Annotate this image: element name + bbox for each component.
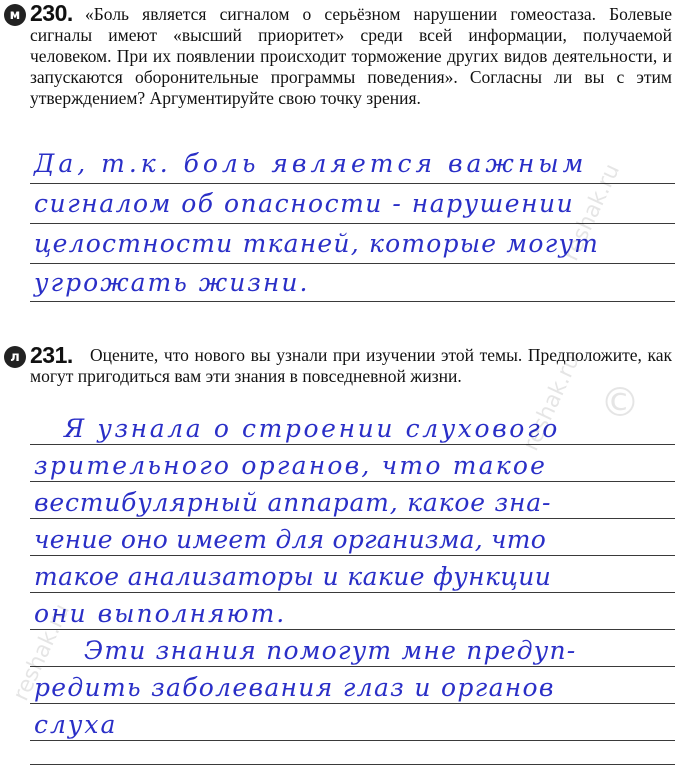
handwritten-answer-line: зрительного органов, что такое	[34, 451, 548, 480]
handwritten-answer-line: Да, т.к. боль является важным	[34, 149, 588, 178]
answer-rule	[30, 223, 675, 224]
answer-rule	[30, 764, 675, 765]
handwritten-answer-line: редить заболевания глаз и органов	[34, 673, 555, 702]
watermark-copyright-icon: ©	[600, 380, 640, 426]
task-question: «Боль является сигналом о серьёзном нарушении гомеостаза. Болевые сигналы имеют «высший приоритет» среди всей информации, получаемой человеком. При их появлении происходит торможение других видов деятельности, и запускаются оборонительные программы поведения». Согласны ли вы с этим утверждением? Аргументируйте свою точку зрения.	[30, 4, 672, 108]
task-question: Оцените, что нового вы узнали при изучении этой темы. Предположите, как могут пригодиться вам эти знания в повседневной жизни.	[30, 345, 672, 386]
answer-rule	[30, 444, 675, 445]
handwritten-answer-line: слуха	[34, 710, 118, 739]
answer-area	[30, 408, 675, 766]
handwritten-answer-line: Эти знания помогут мне предуп-	[84, 636, 577, 665]
answer-rule	[30, 592, 675, 593]
handwritten-answer-line: угрожать жизни.	[34, 268, 310, 297]
answer-rule	[30, 301, 675, 302]
answer-rule	[30, 263, 675, 264]
answer-area	[30, 135, 675, 320]
task-number: 230.	[30, 0, 73, 26]
handwritten-answer-line: Я узнала о строении слухового	[64, 414, 560, 443]
answer-rule	[30, 629, 675, 630]
watermark: reshak.ru	[518, 350, 586, 455]
task-number: 231.	[30, 342, 73, 368]
answer-rule	[30, 666, 675, 667]
answer-rule	[30, 481, 675, 482]
watermark: reshak.ru	[558, 160, 626, 265]
handwritten-answer-line: чение оно имеет для организма, что	[34, 525, 546, 554]
answer-rule	[30, 555, 675, 556]
answer-rule	[30, 740, 675, 741]
handwritten-answer-line: целостности тканей, которые могут	[34, 229, 600, 258]
handwritten-answer-line: такое анализаторы и какие функции	[34, 562, 552, 591]
answer-rule	[30, 518, 675, 519]
watermark: reshak.ru	[8, 600, 76, 705]
answer-rule	[30, 703, 675, 704]
task-badge: л	[4, 346, 26, 368]
answer-rule	[30, 183, 675, 184]
handwritten-answer-line: сигналом об опасности - нарушении	[34, 189, 575, 218]
task-badge: м	[4, 4, 26, 26]
handwritten-answer-line: вестибулярный аппарат, какое зна-	[34, 488, 552, 517]
handwritten-answer-line: они выполняют.	[34, 599, 287, 628]
